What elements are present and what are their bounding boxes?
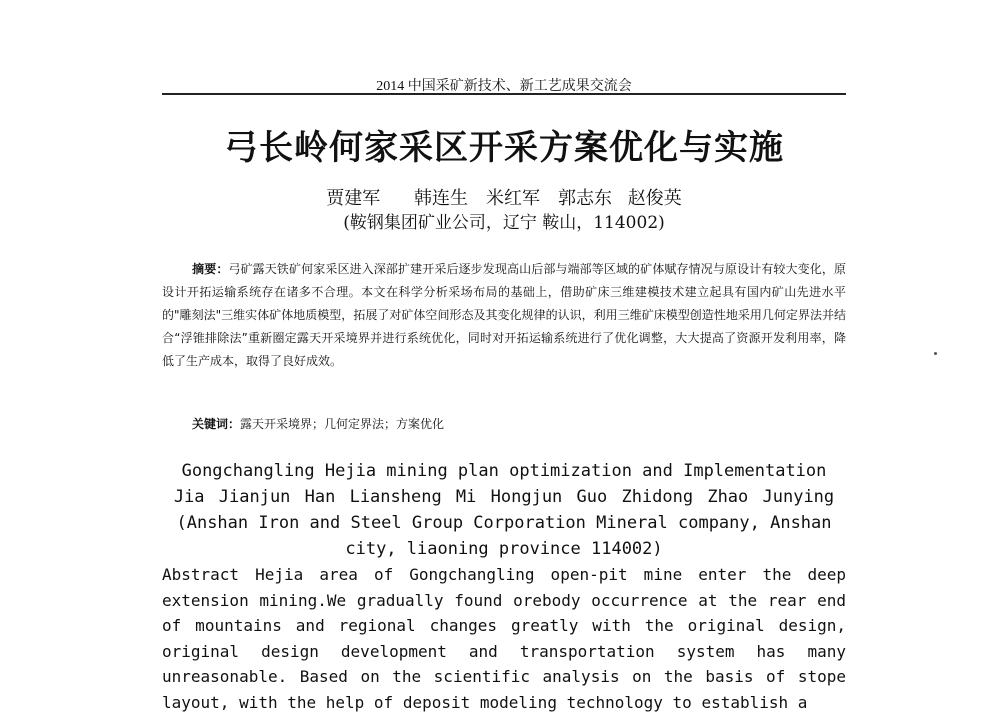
abstract-cn <box>162 258 846 373</box>
scan-speck <box>934 352 937 355</box>
affiliation-en: (Anshan Iron and Steel Group Corporation Mineral company, Anshan city, liaoning province 114002) <box>176 513 832 559</box>
paper-title-en: Gongchangling Hejia mining plan optimization and Implementation <box>181 461 827 481</box>
abstract-cn-label: 摘要： <box>192 262 229 276</box>
keywords-cn-label: 关键词： <box>192 417 241 431</box>
authors-cn: 贾建军 韩连生 米红军 郭志东 赵俊英 <box>326 188 682 209</box>
keywords-cn-text: 露天开采境界；几何定界法；方案优化 <box>240 417 445 431</box>
keywords-cn <box>162 415 846 432</box>
abstract-cn-text: 弓矿露天铁矿何家采区进入深部扩建开采后逐步发现高山后部与端部等区域的矿体赋存情况与原设计有较大变化，原设计开拓运输系统存在诸多不合理。本文在科学分析采场布局的基础上，借助矿床三维建模技术建立起具有国内矿山先进水平的"雕刻法"三维实体矿体地质模型，拓展了对矿体空间形态及其变化规律的认识，利用三维矿床模型创造性地采用几何定界法并结合“浮锥排除法”重新圈定露天开采境界并进行系统优化，同时对开拓运输系统进行了优化调整，大大提高了资源开发利用率，降低了生产成本，取得了良好成效。 <box>162 262 846 368</box>
abstract-en: Abstract Hejia area of Gongchangling open-pit mine enter the deep extension mining.We gradually found orebody occurrence at the rear end of mountains and regional changes greatly with the original design, original design development and transportation system has many unreasonable. Based on the scientific analysis on the basis of stope layout, with the help of deposit modeling technology to establish a <box>162 565 846 712</box>
affiliation-cn: (鞍钢集团矿业公司，辽宁 鞍山，114002) <box>343 213 665 233</box>
authors-en: Jia Jianjun Han Liansheng Mi Hongjun Guo Zhidong Zhao Junying <box>173 487 835 507</box>
header-rule <box>162 93 846 95</box>
paper-title-cn: 弓长岭何家采区开采方案优化与实施 <box>224 128 784 168</box>
running-header: 2014 中国采矿新技术、新工艺成果交流会 <box>376 79 632 94</box>
